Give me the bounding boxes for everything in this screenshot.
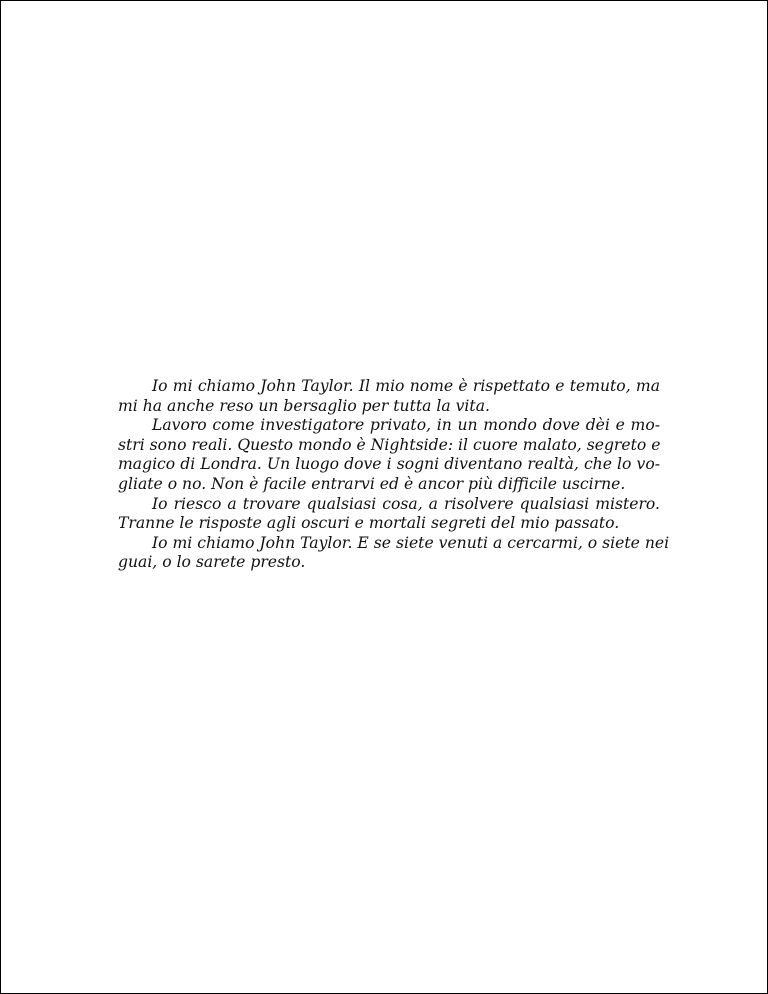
text-line: stri sono reali. Questo mondo è Nightside: il cuore malato, segreto e xyxy=(118,435,661,454)
paragraph-3 xyxy=(118,495,660,534)
text-line: Tranne le risposte agli oscuri e mortali segreti del mio passato. xyxy=(118,514,620,533)
text-line: mi ha anche reso un bersaglio per tutta la vita. xyxy=(118,396,490,415)
text-line: guai, o lo sarete presto. xyxy=(118,553,306,572)
paragraph-1 xyxy=(118,377,660,416)
text-line: gliate o no. Non è facile entrarvi ed è ancor più difficile uscirne. xyxy=(118,474,626,493)
paragraph-2 xyxy=(118,416,660,494)
text-line: Io mi chiamo John Taylor. Il mio nome è rispettato e temuto, ma xyxy=(152,377,660,395)
text-line: magico di Londra. Un luogo dove i sogni diventano realtà, che lo vo- xyxy=(118,455,660,474)
text-line: Io mi chiamo John Taylor. E se siete venuti a cercarmi, o siete nei xyxy=(152,533,670,552)
text-line: Lavoro come investigatore privato, in un mondo dove dèi e mo- xyxy=(152,416,660,435)
paragraph-4 xyxy=(118,533,670,573)
text-line: Io riesco a trovare qualsiasi cosa, a risolvere qualsiasi mistero. xyxy=(152,494,660,513)
blurb-text xyxy=(118,377,670,573)
